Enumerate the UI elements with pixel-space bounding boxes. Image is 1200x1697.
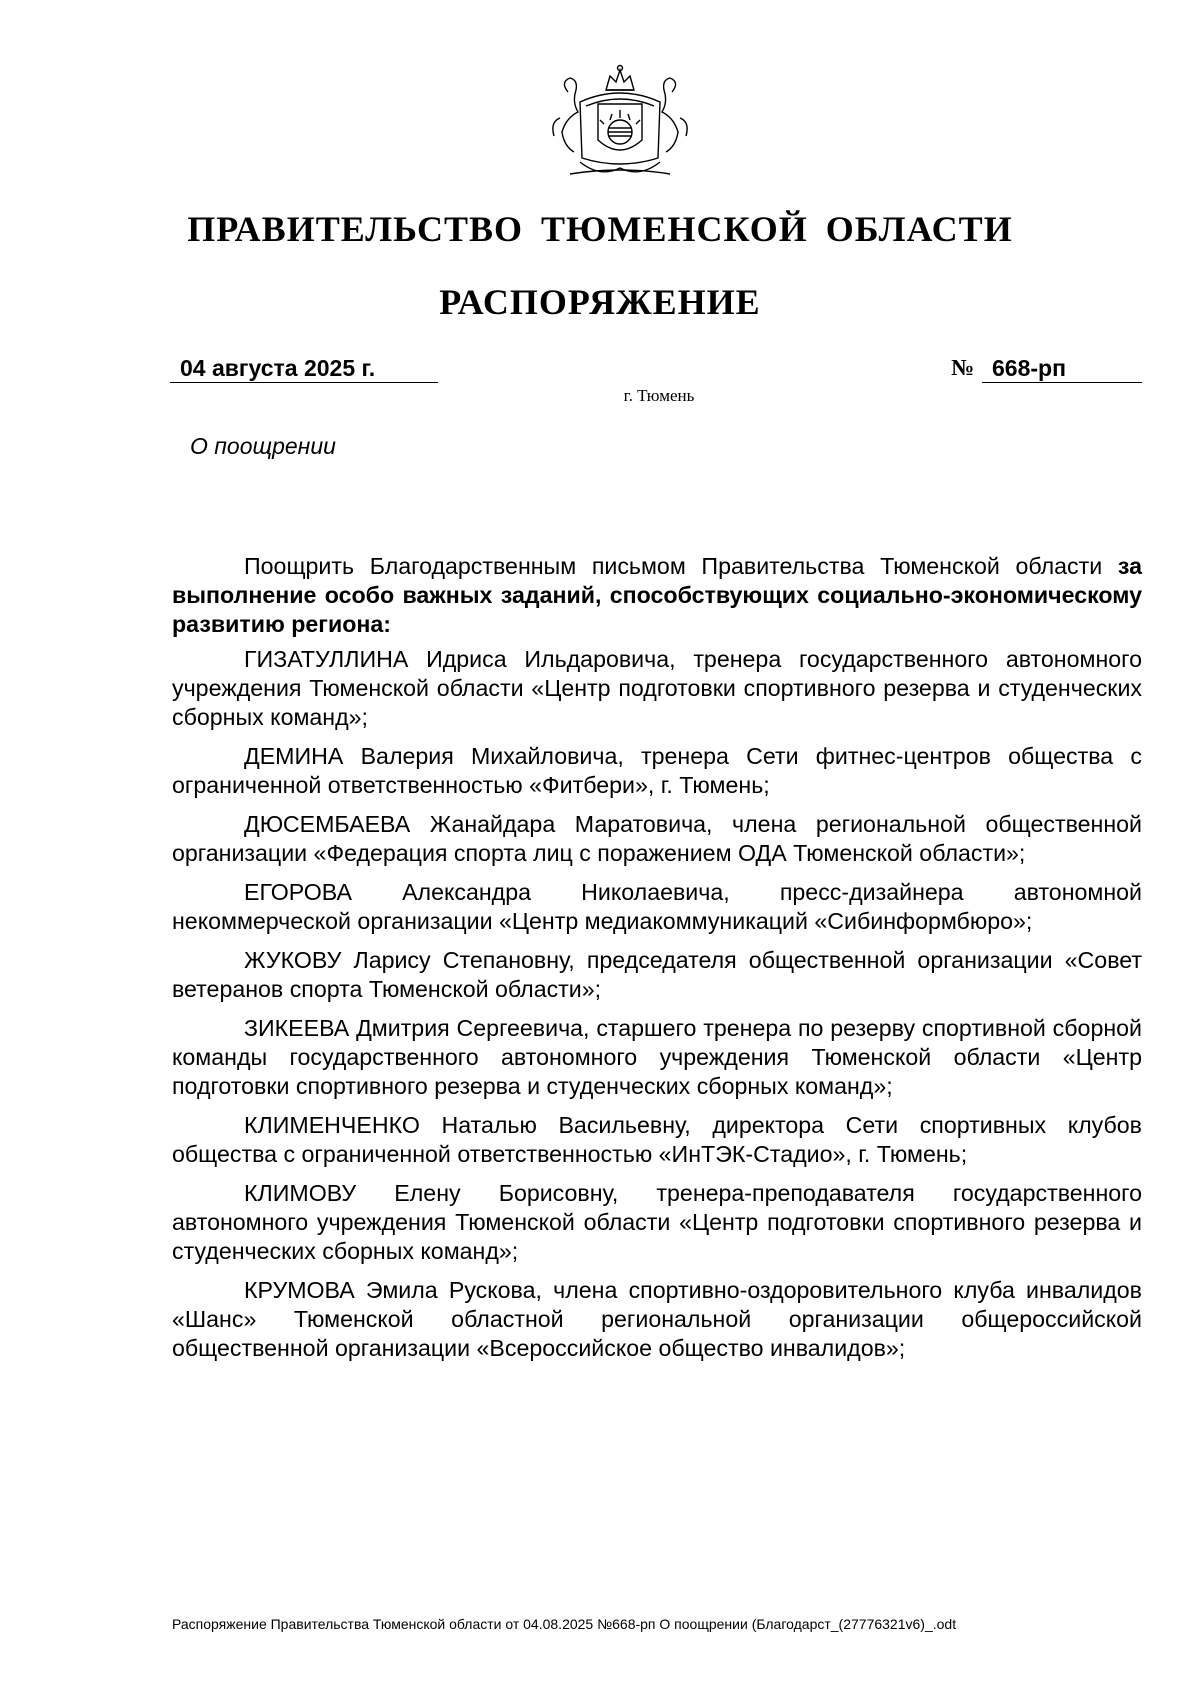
document-number: 668-рп (982, 354, 1142, 383)
coat-of-arms-icon (540, 62, 700, 184)
page-footer: Распоряжение Правительства Тюменской области от 04.08.2025 №668-рп О поощрении (Благодарст_(27776321v6)_.odt (172, 1616, 957, 1632)
document-date: 04 августа 2025 г. (170, 354, 438, 383)
number-label: № (951, 355, 975, 380)
list-item: ЕГОРОВА Александра Николаевича, пресс-дизайнера автономной некоммерческой организации «Центр медиакоммуникаций «Сибинформбюро»; (172, 879, 1142, 934)
list-item: ЖУКОВУ Ларису Степановну, председателя общественной организации «Совет ветеранов спорта Тюменской области»; (172, 947, 1142, 1002)
list-item: КЛИМОВУ Елену Борисовну, тренера-преподавателя государственного автономного учреждения Тюменской области «Центр подготовки спортивного резерва и студенческих сборных команд»; (172, 1180, 1142, 1264)
government-title: ПРАВИТЕЛЬСТВО ТЮМЕНСКОЙ ОБЛАСТИ (187, 209, 1013, 249)
list-item: ДЮСЕМБАЕВА Жанайдара Маратовича, члена региональной общественной организации «Федерация спорта лиц с поражением ОДА Тюменской области»; (172, 811, 1142, 866)
document-city: г. Тюмень (623, 386, 695, 405)
intro-text: Поощрить Благодарственным письмом Правительства Тюменской области (244, 553, 1118, 579)
document-body (172, 552, 1142, 1373)
document-subject: О поощрении (190, 433, 336, 459)
list-item: КРУМОВА Эмила Рускова, члена спортивно-оздоровительного клуба инвалидов «Шанс» Тюменской областной региональной организации общероссийской общественной организации «Всероссийское общество инвалидов»; (172, 1277, 1142, 1361)
intro-paragraph (172, 552, 1142, 639)
list-item: КЛИМЕНЧЕНКО Наталью Васильевну, директора Сети спортивных клубов общества с ограниченной ответственностью «ИнТЭК-Стадио», г. Тюмень; (172, 1112, 1142, 1167)
intro-bold-text: за выполнение особо важных заданий, способствующих социально-экономическому развитию региона: (172, 553, 1142, 637)
list-item: ДЕМИНА Валерия Михайловича, тренера Сети фитнес-центров общества с ограниченной ответственностью «Фитбери», г. Тюмень; (172, 743, 1142, 798)
list-item: ЗИКЕЕВА Дмитрия Сергеевича, старшего тренера по резерву спортивной сборной команды государственного автономного учреждения Тюменской области «Центр подготовки спортивного резерва и студенческих сборных команд»; (172, 1015, 1142, 1099)
document-type: РАСПОРЯЖЕНИЕ (439, 282, 761, 322)
list-item: ГИЗАТУЛЛИНА Идриса Ильдаровича, тренера государственного автономного учреждения Тюменской области «Центр подготовки спортивного резерва и студенческих сборных команд»; (172, 646, 1142, 730)
